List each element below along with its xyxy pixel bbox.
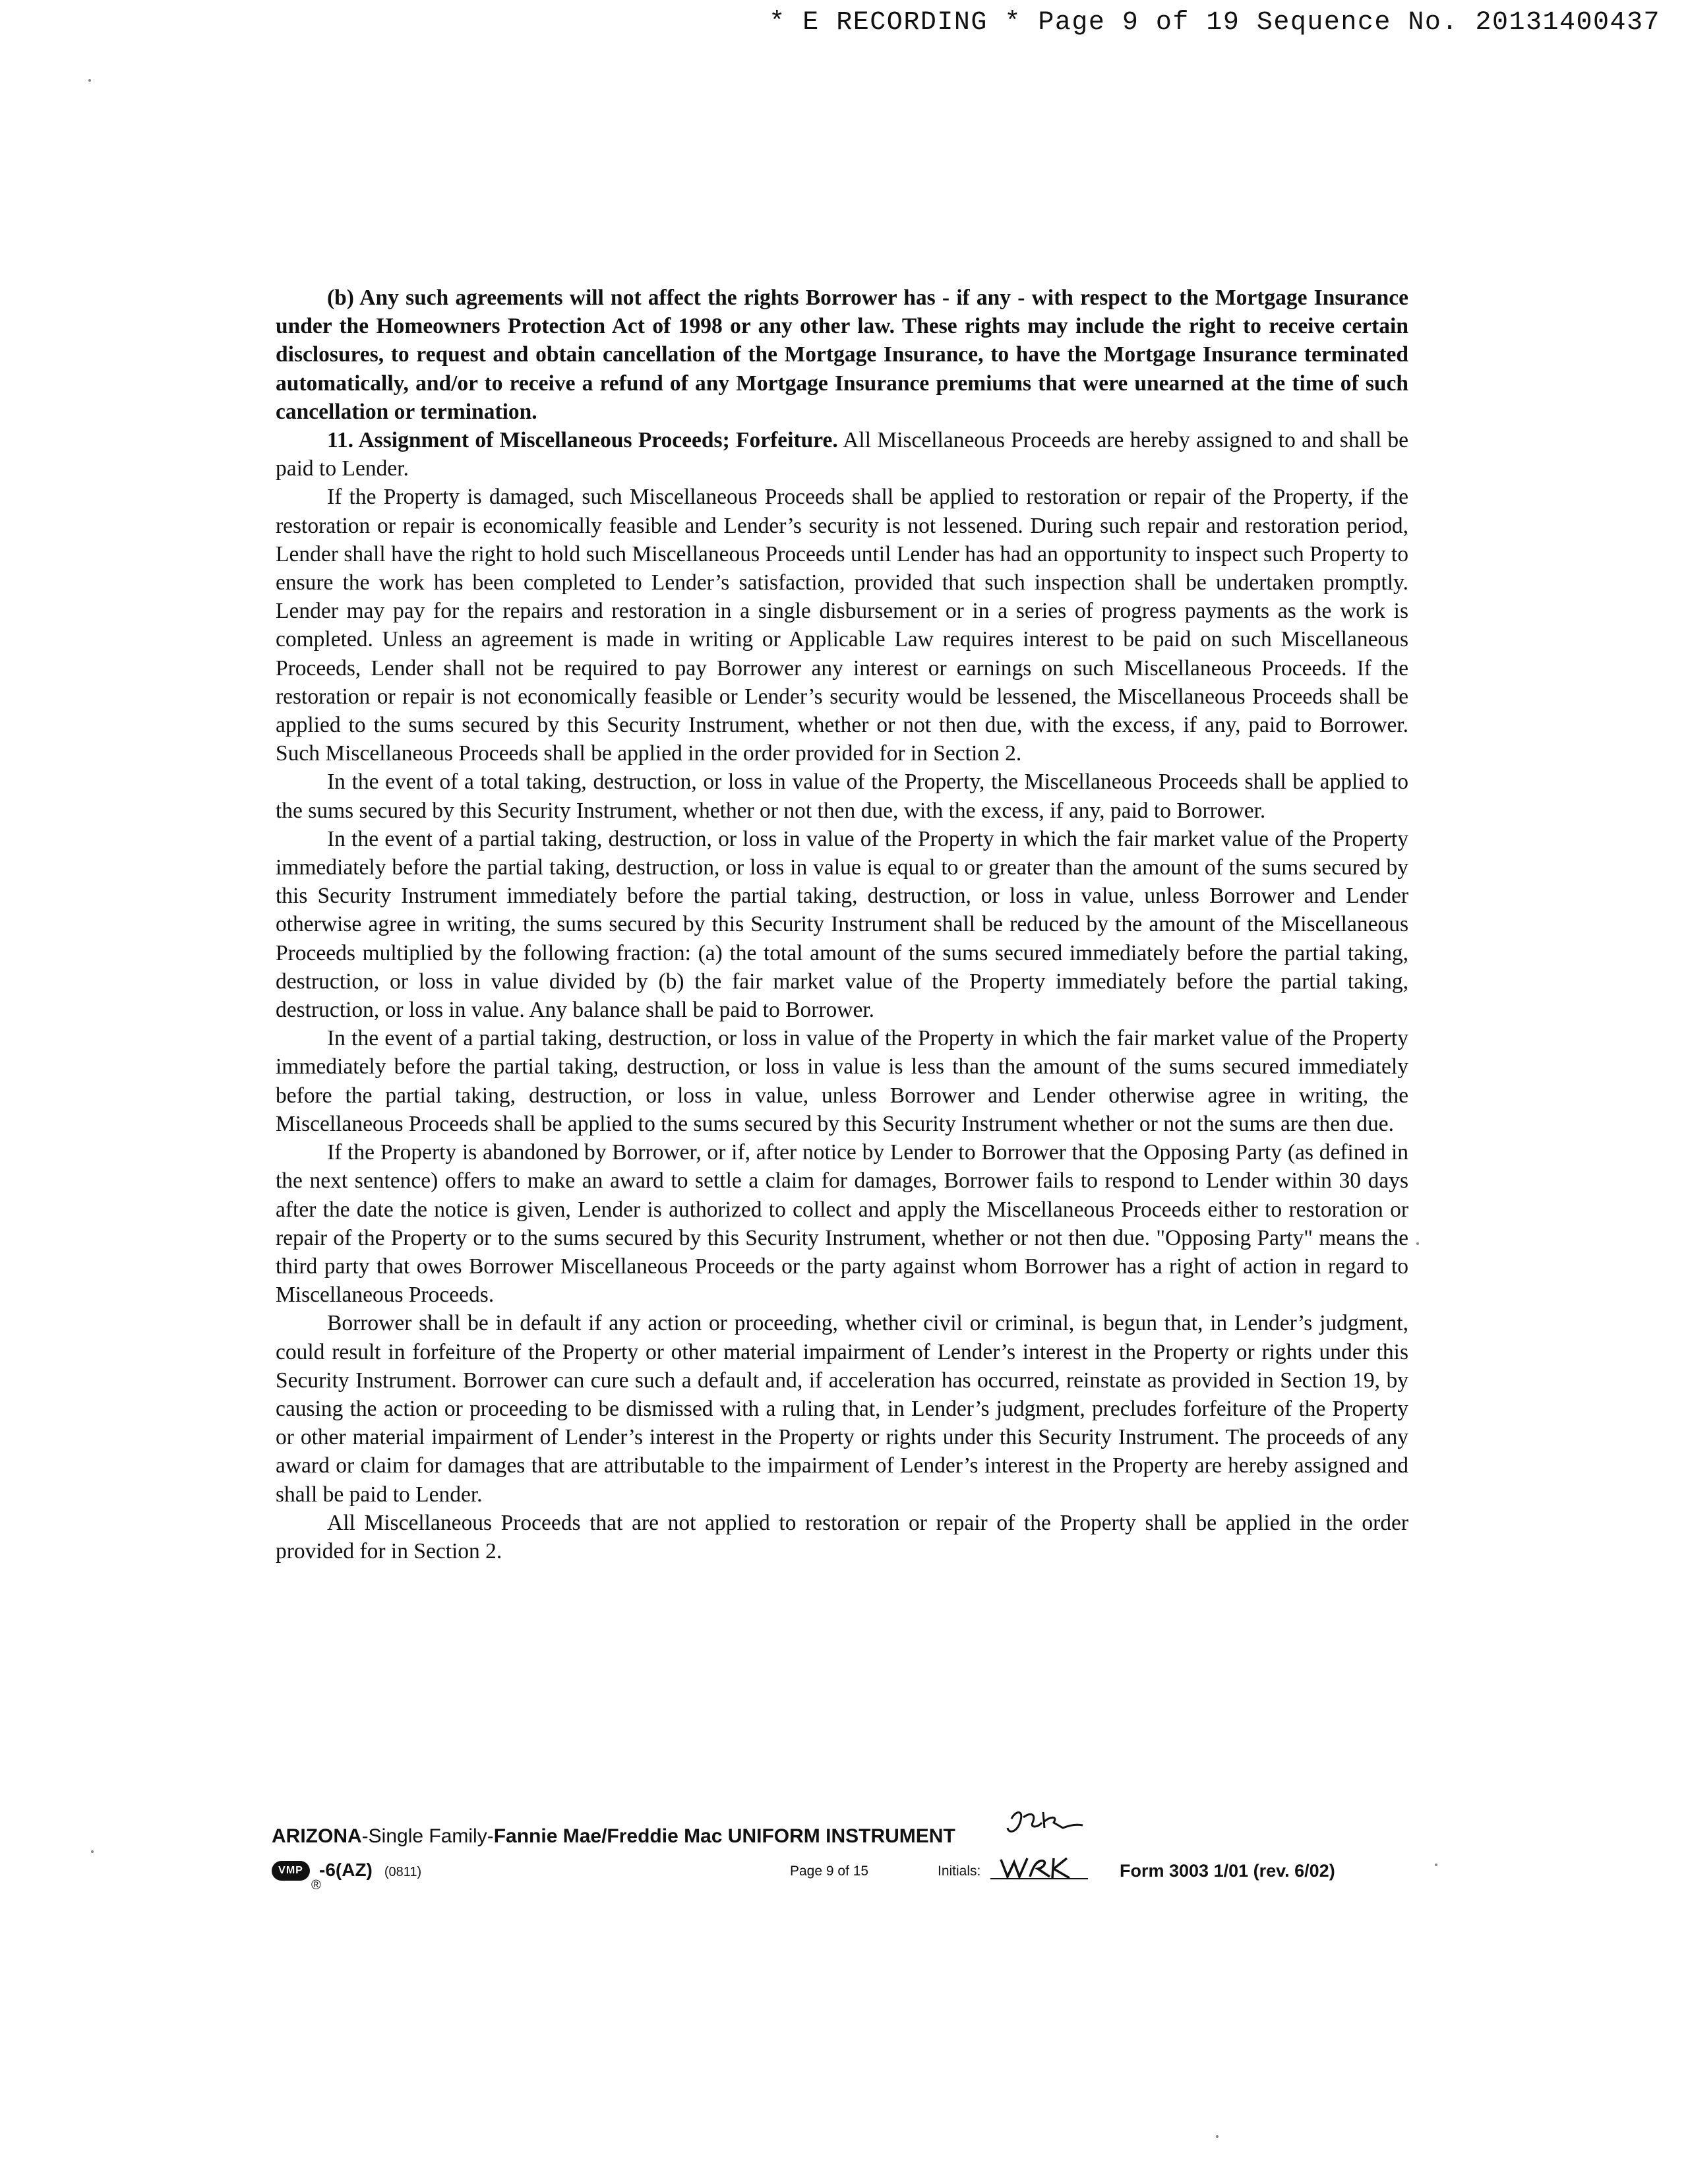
footer-state: ARIZONA: [272, 1825, 362, 1847]
paragraph-total-taking: In the event of a total taking, destruction, or loss in value of the Property, the Miscellaneous Proceeds shall be applied to the sums secured by this Security Instrument, whether or not then due, with the excess, if any, paid to Borrower.: [276, 770, 1408, 823]
scan-speck: [91, 1850, 94, 1853]
footer-form-code: [319, 1860, 421, 1881]
paragraph-all-proceeds: All Miscellaneous Proceeds that are not applied to restoration or repair of the Property shall be applied in the order provided for in Section 2.: [276, 1510, 1408, 1563]
initials-signature-upper: [1004, 1805, 1089, 1845]
initials-label: Initials:: [938, 1864, 981, 1879]
footer-form-number: Form 3003 1/01 (rev. 6/02): [1120, 1861, 1335, 1881]
form-code-version: (0811): [384, 1865, 422, 1879]
document-body: [276, 284, 1408, 1565]
paragraph-damaged: If the Property is damaged, such Miscellaneous Proceeds shall be applied to restoration or repair of the Property, if the restoration or repair is economically feasible and Lender’s security is not lessened. During such repair and restoration period, Lender shall have the right to hold such Miscellaneous Proceeds until Lender has had an opportunity to inspect such Property to ensure the work has been completed to Lender’s satisfaction, provided that such inspection shall be undertaken promptly. Lender may pay for the repairs and restoration in a single disbursement or in a series of progress payments as the work is completed. Unless an agreement is made in writing or Applicable Law requires interest to be paid on such Miscellaneous Proceeds, Lender shall not be required to pay Borrower any interest or earnings on such Miscellaneous Proceeds. If the restoration or repair is not economically feasible or Lender’s security would be lessened, the Miscellaneous Proceeds shall be applied to the sums secured by this Security Instrument, whether or not then due, with the excess, if any, paid to Borrower. Such Miscellaneous Proceeds shall be applied in the order provided for in Section 2.: [276, 485, 1408, 766]
footer-instrument-title: Fannie Mae/Freddie Mac UNIFORM INSTRUMENT: [493, 1825, 955, 1847]
section-11-title: 11. Assignment of Miscellaneous Proceeds; Forfeiture.: [327, 428, 838, 453]
form-code-main: -6(AZ): [319, 1860, 373, 1880]
scan-speck: [1216, 2135, 1219, 2138]
vmp-logo-icon: VMP: [272, 1861, 310, 1881]
footer-instrument-desc: -Single Family-: [361, 1825, 494, 1847]
paragraph-default: Borrower shall be in default if any action or proceeding, whether civil or criminal, is begun that, in Lender’s judgment, could result in forfeiture of the Property or other material impairment of Lender’s interest in the Property or rights under this Security Instrument. Borrower can cure such a default and, if acceleration has occurred, reinstate as provided in Section 19, by causing the action or proceeding to be dismissed with a ruling that, in Lender’s judgment, precludes forfeiture of the Property or other material impairment of Lender’s interest in the Property or rights under this Security Instrument. The proceeds of any award or claim for damages that are attributable to the impairment of Lender’s interest in the Property are hereby assigned and shall be paid to Lender.: [276, 1311, 1408, 1507]
scan-speck: [1435, 1864, 1437, 1866]
paragraph-partial-equal: In the event of a partial taking, destruction, or loss in value of the Property in which the fair market value of the Property immediately before the partial taking, destruction, or loss in value is equal to or greater than the amount of the sums secured by this Security Instrument immediately before the partial taking, destruction, or loss in value, unless Borrower and Lender otherwise agree in writing, the sums secured by this Security Instrument shall be reduced by the amount of the Miscellaneous Proceeds multiplied by the following fraction: (a) the total amount of the sums secured immediately before the partial taking, destruction, or loss in value divided by (b) the fair market value of the Property immediately before the partial taking, destruction, or loss in value. Any balance shall be paid to Borrower.: [276, 826, 1408, 1023]
footer-instrument-line: [272, 1825, 955, 1848]
scan-speck: [1416, 1242, 1419, 1245]
paragraph-partial-less: In the event of a partial taking, destruction, or loss in value of the Property in which the fair market value of the Property immediately before the partial taking, destruction, or loss in value is less than the amount of the sums secured immediately before the partial taking, destruction, or loss in value, unless Borrower and Lender otherwise agree in writing, the Miscellaneous Proceeds shall be applied to the sums secured by this Security Instrument whether or not the sums are then due.: [276, 1026, 1408, 1136]
footer-form-line: [272, 1861, 1393, 1900]
paragraph-abandoned: If the Property is abandoned by Borrower, or if, after notice by Lender to Borrower that the Opposing Party (as defined in the next sentence) offers to make an award to settle a claim for damages, Borrower fails to respond to Lender within 30 days after the date the notice is given, Lender is authorized to collect and apply the Miscellaneous Proceeds either to restoration or repair of the Property or to the sums secured by this Security Instrument, whether or not then due. "Opposing Party" means the third party that owes Borrower Miscellaneous Proceeds or the party against whom Borrower has a right of action in regard to Miscellaneous Proceeds.: [276, 1140, 1408, 1308]
section-11-intro: All Miscellaneous Proceeds are hereby assigned to and shall be paid to Lender.: [276, 428, 1409, 481]
paragraph-b: (b) Any such agreements will not affect the rights Borrower has - if any - with respect to the Mortgage Insurance under the Homeowners Protection Act of 1998 or any other law. These rights may include the right to receive certain disclosures, to request and obtain cancellation of the Mortgage Insurance, to have the Mortgage Insurance terminated automatically, and/or to receive a refund of any Mortgage Insurance premiums that were unearned at the time of such cancellation or termination.: [276, 286, 1408, 424]
recording-header: * E RECORDING * Page 9 of 19 Sequence No. 20131400437: [769, 8, 1660, 38]
footer-page-number: Page 9 of 15: [790, 1864, 869, 1879]
registered-mark: ®: [311, 1878, 321, 1893]
initials-signature: [997, 1853, 1089, 1882]
scan-speck: [88, 79, 91, 82]
section-11: [276, 426, 1408, 483]
